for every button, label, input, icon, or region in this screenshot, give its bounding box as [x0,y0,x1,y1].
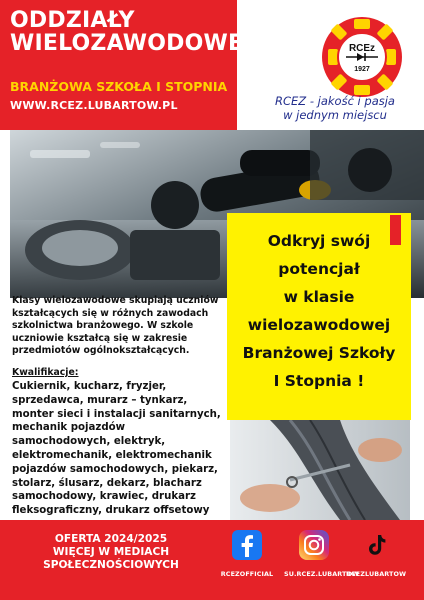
website-link[interactable]: WWW.RCEZ.LUBARTOW.PL [10,99,178,112]
qualifications-heading: Kwalifikacje: [12,367,79,378]
promo-box [227,213,411,420]
offer-line: SPOŁECZNOŚCIOWYCH [43,559,179,572]
intro-line: uczniowie kształcą się w zakresie [12,332,188,344]
subtitle: BRANŻOWA SZKOŁA I STOPNIA [10,79,228,94]
qualification-line: monter sieci i instalacji sanitarnych, [12,408,221,420]
title-line: WIELOZAWODOWE [10,31,244,56]
qualification-line: samochodowy, krawiec, drukarz [12,491,196,503]
tiktok-link[interactable] [346,530,406,578]
tagline [250,94,420,122]
promo-text [227,227,411,395]
qualification-line: samochodowych, elektryk, [12,436,166,448]
qualifications-list [12,367,227,518]
qualification-line: mechanik pojazdów [12,422,126,434]
instagram-label: SU.RCEZ.LUBARTOW [284,570,360,578]
instagram-link[interactable] [284,530,360,578]
tiktok-icon [361,530,391,560]
tagline-line: RCEZ - jakość i pasja [275,94,395,108]
hairdresser-photo [230,420,410,520]
qualification-line: elektromechanik, elektromechanik [12,449,212,461]
qualification-line: sprzedawca, murarz – tynkarz, [12,394,188,406]
qualification-line: stolarz, ślusarz, dekarz, blacharz [12,477,202,489]
qualification-line: fleksograficzny, drukarz offsetowy [12,505,210,517]
promo-line: w klasie [283,288,355,306]
promo-line: Odkryj swój [267,232,371,250]
intro-line: przedmiotów ogólnokształcących. [12,345,190,357]
promo-line: wielozawodowej [247,316,391,334]
offer-text [0,533,222,573]
tiktok-label: RCEZLUBARTOW [346,570,407,578]
intro-line: Klasy wielozawodowe skupiają uczniów [12,295,219,306]
qualification-line: Cukiernik, kucharz, fryzjer, [12,381,167,392]
intro-line: kształcących się w różnych zawodach [12,307,209,319]
tagline-line: w jednym miejscu [283,108,387,122]
promo-line: potencjał [278,260,360,278]
qualification-line: pojazdów samochodowych, piekarz, [12,463,218,475]
promo-line: Branżowej Szkoły [242,344,396,362]
title-line: ODDZIAŁY [10,8,135,33]
school-logo [320,15,404,99]
facebook-icon [232,530,262,560]
promo-line: I Stopnia ! [273,372,365,390]
accent-bar [390,215,401,245]
facebook-link[interactable] [217,530,277,578]
instagram-icon [299,530,329,560]
facebook-label: RCEZOFFICIAL [220,570,274,578]
logo-year: 1927 [354,66,370,73]
logo-text: RCEz [348,43,376,54]
offer-line: OFERTA 2024/2025 [54,533,168,545]
offer-line: WIĘCEJ W MEDIACH [52,546,170,559]
page-title [10,9,243,55]
intro-line: szkolnictwa branżowego. W szkole [12,320,194,332]
intro-paragraph [12,295,224,358]
